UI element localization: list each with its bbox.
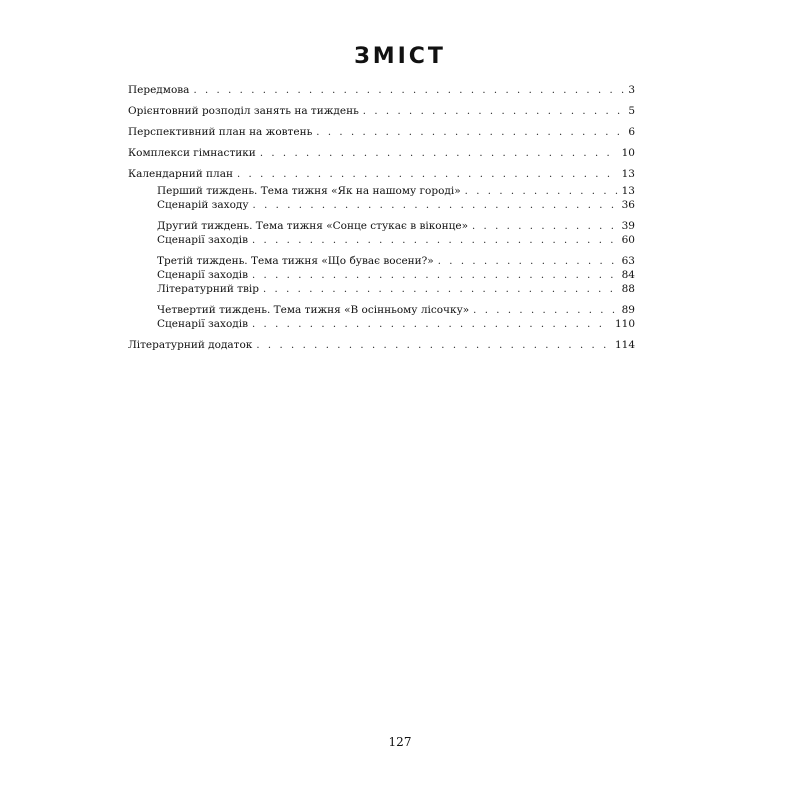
dot-leader — [193, 84, 624, 98]
toc-entry-label: Літературний додаток — [128, 339, 253, 351]
dot-leader — [438, 255, 618, 269]
toc-entry-label: Сценарій заходу — [157, 199, 249, 211]
toc-entry-label: Літературний твір — [157, 283, 259, 295]
dot-leader — [252, 269, 618, 283]
toc-entry-perspective-plan — [128, 125, 635, 139]
toc-entry-label: Другий тиждень. Тема тижня «Сонце стукає в віконце» — [157, 220, 468, 232]
toc-entry-page: 6 — [628, 126, 635, 138]
toc-entry-label: Третій тиждень. Тема тижня «Що буває восени?» — [157, 255, 434, 267]
toc-entry-foreword — [128, 83, 635, 97]
toc-entry-page: 39 — [621, 220, 635, 232]
toc-entry-weekly-schedule — [128, 104, 635, 118]
toc-entry-label: Календарний план — [128, 168, 233, 180]
toc-entry-page: 110 — [614, 318, 635, 330]
toc-entry-week-2-scenarios — [128, 233, 635, 247]
toc-entry-page: 13 — [621, 168, 635, 180]
page-title: ЗМІСТ — [354, 44, 446, 69]
toc-entry-gymnastics — [128, 146, 635, 160]
toc-entry-label: Комплекси гімнастики — [128, 147, 256, 159]
toc-entry-page: 84 — [621, 269, 635, 281]
toc-entry-week-4-scenarios — [128, 317, 635, 331]
toc-entry-label: Четвертий тиждень. Тема тижня «В осінньому лісочку» — [157, 304, 470, 316]
toc-entry-page: 5 — [628, 105, 635, 117]
toc-entry-page: 89 — [621, 304, 635, 316]
toc-entry-week-3-scenarios — [128, 268, 635, 282]
dot-leader — [465, 185, 618, 199]
table-of-contents — [128, 83, 635, 352]
dot-leader — [363, 105, 625, 119]
toc-entry-label: Сценарії заходів — [157, 234, 248, 246]
toc-entry-label: Перший тиждень. Тема тижня «Як на нашому городі» — [157, 185, 461, 197]
page-number: 127 — [388, 735, 412, 749]
dot-leader — [472, 220, 618, 234]
toc-entry-week-3 — [128, 254, 635, 268]
toc-entry-label: Передмова — [128, 84, 190, 96]
toc-entry-week-3-literary — [128, 282, 635, 296]
toc-entry-week-2 — [128, 219, 635, 233]
toc-entry-page: 60 — [621, 234, 635, 246]
dot-leader — [253, 199, 618, 213]
toc-entry-page: 36 — [621, 199, 635, 211]
toc-entry-week-1 — [128, 184, 635, 198]
dot-leader — [260, 147, 618, 161]
toc-entry-week-4 — [128, 303, 635, 317]
toc-entry-page: 13 — [621, 185, 635, 197]
dot-leader — [252, 318, 611, 332]
dot-leader — [263, 283, 618, 297]
toc-entry-label: Сценарії заходів — [157, 269, 248, 281]
toc-entry-page: 10 — [621, 147, 635, 159]
toc-entry-page: 63 — [621, 255, 635, 267]
toc-entry-literary-appendix — [128, 338, 635, 352]
dot-leader — [316, 126, 624, 140]
dot-leader — [256, 339, 611, 353]
dot-leader — [252, 234, 618, 248]
toc-entry-label: Сценарії заходів — [157, 318, 248, 330]
toc-entry-page: 3 — [628, 84, 635, 96]
dot-leader — [237, 168, 618, 182]
dot-leader — [473, 304, 617, 318]
toc-entry-page: 88 — [621, 283, 635, 295]
toc-entry-page: 114 — [614, 339, 635, 351]
toc-entry-label: Перспективний план на жовтень — [128, 126, 313, 138]
toc-entry-calendar-plan — [128, 167, 635, 181]
toc-entry-label: Орієнтовний розподіл занять на тиждень — [128, 105, 359, 117]
toc-entry-week-1-scenario — [128, 198, 635, 212]
